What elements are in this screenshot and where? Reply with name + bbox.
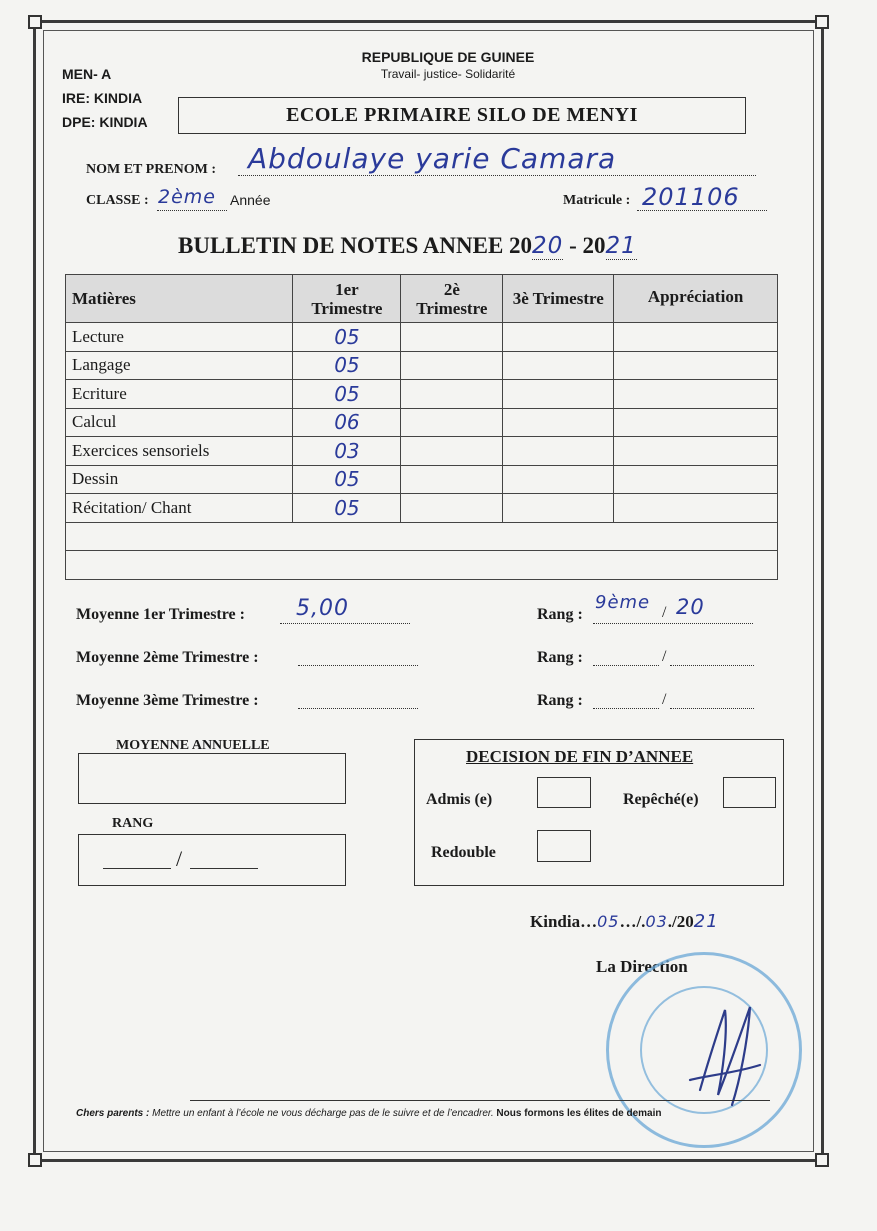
annual-rank-line <box>103 868 171 869</box>
table-row <box>66 323 778 352</box>
annual-rank-line <box>190 868 258 869</box>
bulletin-sep: - 20 <box>569 233 606 258</box>
col-header-appreciation: Appréciation <box>614 275 778 323</box>
class-label: CLASSE : <box>86 193 149 208</box>
subject-cell: Langage <box>66 351 293 380</box>
student-name: Abdoulaye yarie Camara <box>248 142 617 175</box>
corner-ornament <box>28 15 42 29</box>
score-t2 <box>401 465 503 494</box>
decision-redouble-label: Redouble <box>431 844 496 861</box>
decision-admis-label: Admis (e) <box>426 791 493 808</box>
signature-date: Kindia…05…/.03./2021 <box>530 911 719 932</box>
annual-rank-box <box>78 834 346 886</box>
rank-t1-sep: / <box>662 604 667 621</box>
footer-lead: Chers parents : <box>76 1108 150 1119</box>
admis-checkbox[interactable] <box>537 777 591 808</box>
rank-t3-total-line <box>670 693 754 709</box>
matricule-value: 201106 <box>642 183 740 211</box>
annual-rank-sep: / <box>176 846 183 871</box>
header-ire: IRE: KINDIA <box>62 90 143 106</box>
avg-t3-label: Moyenne 3ème Trimestre : <box>76 692 259 709</box>
decision-title: DECISION DE FIN D’ANNEE <box>466 747 694 766</box>
score-t2 <box>401 494 503 523</box>
class-value: 2ème <box>158 186 216 208</box>
appreciation-cell <box>614 494 778 523</box>
col-header-t3: 3è Trimestre <box>503 275 614 323</box>
subject-cell: Calcul <box>66 408 293 437</box>
header-center <box>330 49 566 81</box>
redouble-checkbox[interactable] <box>537 830 591 862</box>
rank-t3-label: Rang : <box>537 692 583 709</box>
table-row <box>66 408 778 437</box>
date-day: 05 <box>597 912 620 931</box>
table-row <box>66 494 778 523</box>
grades-table <box>65 274 778 580</box>
avg-t2-line <box>298 650 418 666</box>
score-t2 <box>401 323 503 352</box>
header-men: MEN- A <box>62 66 112 82</box>
corner-ornament <box>28 1153 42 1167</box>
rank-t2-sep: / <box>662 648 667 665</box>
footer-text: Mettre un enfant à l’école ne vous décharge pas de le suivre et de l’encadrer. <box>149 1108 497 1119</box>
score-t1: 05 <box>293 351 401 380</box>
score-t3 <box>503 494 614 523</box>
table-empty-row <box>66 522 778 550</box>
appreciation-cell <box>614 408 778 437</box>
table-row <box>66 351 778 380</box>
avg-t2-label: Moyenne 2ème Trimestre : <box>76 649 259 666</box>
class-suffix: Année <box>230 192 271 208</box>
score-t3 <box>503 380 614 409</box>
rank-t1-value: 9ème <box>595 592 651 613</box>
appreciation-cell <box>614 351 778 380</box>
corner-ornament <box>815 1153 829 1167</box>
name-label: NOM ET PRENOM : <box>86 162 217 177</box>
date-place: Kindia <box>530 912 581 931</box>
date-year-suffix: 21 <box>693 911 719 932</box>
grades-header-row <box>66 275 778 323</box>
date-month: 03 <box>645 912 668 931</box>
rank-t2-line <box>593 650 659 666</box>
corner-ornament <box>815 15 829 29</box>
subject-cell: Exercices sensoriels <box>66 437 293 466</box>
bulletin-title-prefix: BULLETIN DE NOTES ANNEE 20 <box>178 233 533 258</box>
col-header-t1: 1er Trimestre <box>293 275 401 323</box>
rank-t3-sep: / <box>662 691 667 708</box>
annual-average-label: MOYENNE ANNUELLE <box>116 738 270 753</box>
appreciation-cell <box>614 465 778 494</box>
subject-cell: Lecture <box>66 323 293 352</box>
decision-repeche-label: Repêché(e) <box>623 791 699 808</box>
bulletin-year2: 21 <box>605 233 637 259</box>
footer-rule <box>190 1100 770 1101</box>
score-t1: 03 <box>293 437 401 466</box>
score-t2 <box>401 437 503 466</box>
header-left <box>62 62 148 134</box>
appreciation-cell <box>614 437 778 466</box>
footer-tail: Nous formons les élites de demain <box>496 1108 662 1119</box>
score-t3 <box>503 351 614 380</box>
score-t1: 06 <box>293 408 401 437</box>
annual-average-box <box>78 753 346 804</box>
score-t3 <box>503 408 614 437</box>
direction-label: La Direction <box>596 957 688 976</box>
subject-cell: Dessin <box>66 465 293 494</box>
bulletin-year1: 20 <box>532 233 564 259</box>
avg-t1-label: Moyenne 1er Trimestre : <box>76 606 245 623</box>
score-t2 <box>401 380 503 409</box>
col-header-subject: Matières <box>66 275 293 323</box>
score-t2 <box>401 351 503 380</box>
avg-t3-line <box>298 693 418 709</box>
score-t1: 05 <box>293 465 401 494</box>
rank-t2-label: Rang : <box>537 649 583 666</box>
matricule-label: Matricule : <box>563 193 631 208</box>
footer-note <box>76 1108 661 1119</box>
rank-t1-label: Rang : <box>537 606 583 623</box>
table-empty-row <box>66 550 778 579</box>
handwritten-signature <box>680 995 770 1115</box>
appreciation-cell <box>614 323 778 352</box>
avg-t1-value: 5,00 <box>296 596 349 621</box>
header-dpe: DPE: KINDIA <box>62 114 148 130</box>
repeche-checkbox[interactable] <box>723 777 776 808</box>
subject-cell: Récitation/ Chant <box>66 494 293 523</box>
country-name: REPUBLIQUE DE GUINEE <box>361 49 535 65</box>
annual-rank-label: RANG <box>112 816 154 831</box>
rank-t3-line <box>593 693 659 709</box>
table-row <box>66 380 778 409</box>
score-t2 <box>401 408 503 437</box>
appreciation-cell <box>614 380 778 409</box>
table-row <box>66 437 778 466</box>
school-name: ECOLE PRIMAIRE SILO DE MENYI <box>178 97 746 134</box>
score-t1: 05 <box>293 380 401 409</box>
date-year-prefix: 20 <box>676 912 694 931</box>
table-row <box>66 465 778 494</box>
country-motto: Travail- justice- Solidarité <box>380 67 516 81</box>
score-t3 <box>503 465 614 494</box>
bulletin-title <box>178 233 637 259</box>
score-t1: 05 <box>293 323 401 352</box>
score-t3 <box>503 323 614 352</box>
subject-cell: Ecriture <box>66 380 293 409</box>
rank-t2-total-line <box>670 650 754 666</box>
score-t3 <box>503 437 614 466</box>
score-t1: 05 <box>293 494 401 523</box>
rank-t1-total: 20 <box>676 595 705 619</box>
col-header-t2: 2è Trimestre <box>401 275 503 323</box>
